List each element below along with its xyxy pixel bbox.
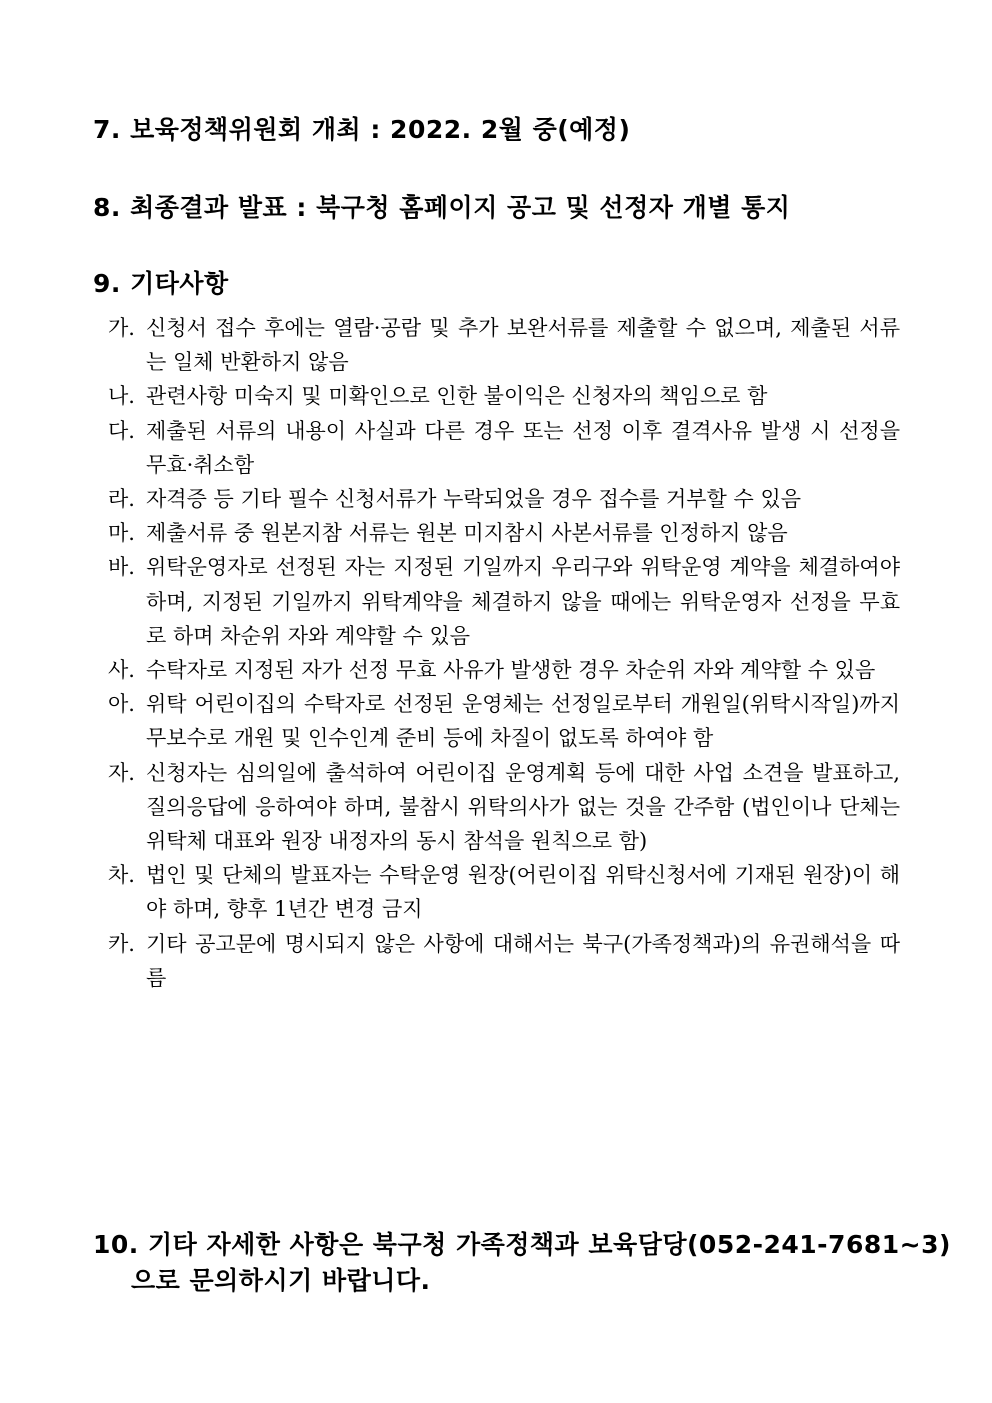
item-marker: 자. — [108, 760, 135, 785]
item-text: 제출된 서류의 내용이 사실과 다른 경우 또는 선정 이후 결격사유 발생 시 선정을 무효·취소함 — [146, 418, 900, 477]
list-item — [108, 653, 900, 687]
section-8-heading: 8. 최종결과 발표 : 북구청 홈페이지 공고 및 선정자 개별 통지 — [93, 193, 791, 222]
list-item — [108, 756, 900, 859]
item-text: 관련사항 미숙지 및 미확인으로 인한 불이익은 신청자의 책임으로 함 — [146, 384, 768, 409]
item-text: 제출서류 중 원본지참 서류는 원본 미지참시 사본서류를 인정하지 않음 — [146, 521, 788, 546]
item-marker: 다. — [108, 418, 135, 443]
section-10-heading: 10. 기타 자세한 사항은 북구청 가족정책과 보육담당(052-241-7681~3) — [93, 1230, 951, 1259]
item-marker: 바. — [108, 555, 135, 580]
list-item — [108, 858, 900, 926]
item-marker: 아. — [108, 692, 135, 717]
item-marker: 라. — [108, 487, 135, 512]
list-item — [108, 379, 900, 413]
list-item — [108, 516, 900, 550]
item-marker: 마. — [108, 521, 135, 546]
item-text: 신청자는 심의일에 출석하여 어린이집 운영계획 등에 대한 사업 소견을 발표하고, 질의응답에 응하여야 하며, 불참시 위탁의사가 없는 것을 간주함 (법인이나 단체는 위탁체 대표와 원장 내정자의 동시 참석을 원칙으로 함) — [146, 760, 900, 854]
item-text: 기타 공고문에 명시되지 않은 사항에 대해서는 북구(가족정책과)의 유권해석을 따름 — [146, 931, 900, 990]
item-text: 자격증 등 기타 필수 신청서류가 누락되었을 경우 접수를 거부할 수 있음 — [146, 487, 802, 512]
item-text: 수탁자로 지정된 자가 선정 무효 사유가 발생한 경우 차순위 자와 계약할 수 있음 — [146, 658, 876, 683]
section-7-heading: 7. 보육정책위원회 개최 : 2022. 2월 중(예정) — [93, 115, 631, 144]
item-text: 위탁 어린이집의 수탁자로 선정된 운영체는 선정일로부터 개원일(위탁시작일)까지 무보수로 개원 및 인수인계 준비 등에 차질이 없도록 하여야 함 — [146, 692, 900, 751]
section-10-heading-continued: 으로 문의하시기 바랍니다. — [131, 1266, 431, 1295]
item-marker: 카. — [108, 931, 135, 956]
item-text: 신청서 접수 후에는 열람·공람 및 추가 보완서류를 제출할 수 없으며, 제출된 서류는 일체 반환하지 않음 — [146, 316, 900, 375]
item-marker: 가. — [108, 316, 135, 340]
list-item — [108, 927, 900, 995]
section-9-heading: 9. 기타사항 — [93, 269, 229, 298]
item-marker: 나. — [108, 384, 135, 409]
item-marker: 사. — [108, 658, 135, 683]
item-marker: 차. — [108, 863, 135, 888]
list-item — [108, 311, 900, 379]
list-item — [108, 550, 900, 653]
item-text: 위탁운영자로 선정된 자는 지정된 기일까지 우리구와 위탁운영 계약을 체결하여야 하며, 지정된 기일까지 위탁계약을 체결하지 않을 때에는 위탁운영자 선정을 무효로 하며 차순위 자와 계약할 수 있음 — [146, 555, 900, 648]
list-item — [108, 482, 900, 516]
other-matters-list — [108, 311, 900, 995]
list-item — [108, 687, 900, 755]
item-text: 법인 및 단체의 발표자는 수탁운영 원장(어린이집 위탁신청서에 기재된 원장)이 해야 하며, 향후 1년간 변경 금지 — [146, 863, 900, 922]
list-item — [108, 414, 900, 482]
